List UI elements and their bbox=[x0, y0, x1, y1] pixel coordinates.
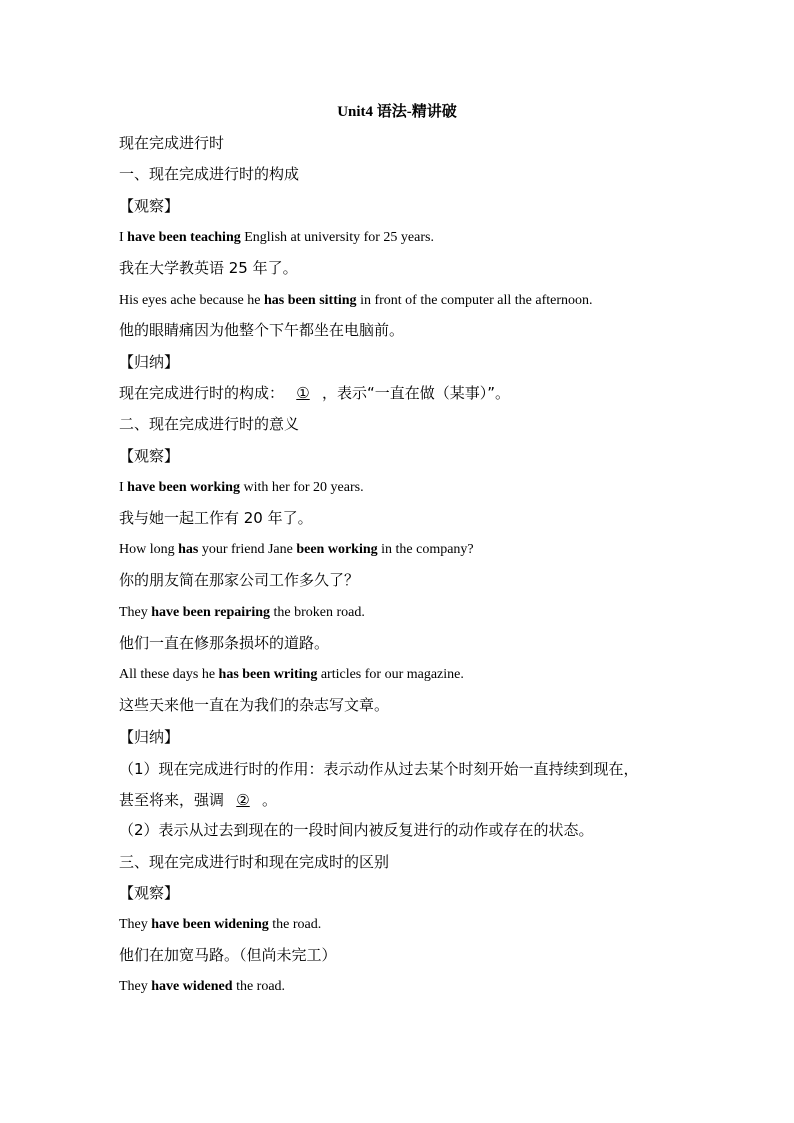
section1-example-2-translation: 他的眼睛痛因为他整个下午都坐在电脑前。 bbox=[119, 321, 405, 339]
section1-heading: 一、现在完成进行时的构成 bbox=[119, 165, 300, 183]
section3-example-1-translation: 他们在加宽马路。（但尚未完工） bbox=[119, 946, 337, 964]
highlight-verb: have been widening bbox=[151, 917, 269, 932]
highlight-verb: has bbox=[178, 542, 199, 557]
section1-example-2: His eyes ache because he has been sitting in front of the computer all the afternoon. bbox=[119, 293, 593, 308]
section1-rule: 现在完成进行时的构成： ① ，表示“一直在做（某事）”。 bbox=[119, 384, 511, 402]
topic-title: 现在完成进行时 bbox=[119, 134, 225, 152]
answer-blank-1: ① bbox=[296, 384, 310, 402]
section2-example-4: All these days he has been writing articles for our magazine. bbox=[119, 667, 464, 682]
section2-example-1-translation: 我与她一起工作有 20 年了。 bbox=[119, 509, 313, 527]
section2-example-3: They have been repairing the broken road. bbox=[119, 605, 365, 620]
highlight-verb: been working bbox=[296, 542, 378, 557]
section2-example-2: How long has your friend Jane been working in the company? bbox=[119, 542, 474, 557]
highlight-verb: has been writing bbox=[218, 667, 318, 682]
highlight-verb: has been sitting bbox=[263, 293, 357, 308]
section3-observe-label: 【观察】 bbox=[119, 884, 180, 902]
answer-blank-2: ② bbox=[236, 791, 250, 809]
section2-observe-label: 【观察】 bbox=[119, 447, 180, 465]
highlight-verb: have widened bbox=[151, 979, 233, 994]
section2-example-1: I have been working with her for 20 years. bbox=[119, 480, 364, 495]
section3-heading: 三、现在完成进行时和现在完成时的区别 bbox=[119, 853, 390, 871]
section2-point-2: （2）表示从过去到现在的一段时间内被反复进行的动作或存在的状态。 bbox=[119, 821, 594, 839]
highlight-verb: have been teaching bbox=[127, 230, 241, 245]
section2-heading: 二、现在完成进行时的意义 bbox=[119, 415, 300, 433]
section3-example-2: They have widened the road. bbox=[119, 979, 286, 994]
highlight-verb: have been repairing bbox=[151, 605, 271, 620]
section3-example-1: They have been widening the road. bbox=[119, 917, 322, 932]
section2-summary-label: 【归纳】 bbox=[119, 728, 180, 746]
section2-point-1-continued: 甚至将来，强调 ② 。 bbox=[119, 791, 278, 809]
section2-example-2-translation: 你的朋友简在那家公司工作多久了？ bbox=[119, 571, 360, 589]
section1-example-1: I have been teaching English at university for 25 years. bbox=[119, 230, 434, 245]
section2-example-3-translation: 他们一直在修那条损坏的道路。 bbox=[119, 634, 330, 652]
section1-example-1-translation: 我在大学教英语 25 年了。 bbox=[119, 259, 298, 277]
section2-example-4-translation: 这些天来他一直在为我们的杂志写文章。 bbox=[119, 696, 390, 714]
page-title: Unit4 语法-精讲破 bbox=[337, 104, 457, 120]
section2-point-1: （1）现在完成进行时的作用：表示动作从过去某个时刻开始一直持续到现在， bbox=[119, 760, 639, 778]
highlight-verb: have been working bbox=[127, 480, 240, 495]
section1-observe-label: 【观察】 bbox=[119, 197, 180, 215]
section1-summary-label: 【归纳】 bbox=[119, 353, 180, 371]
